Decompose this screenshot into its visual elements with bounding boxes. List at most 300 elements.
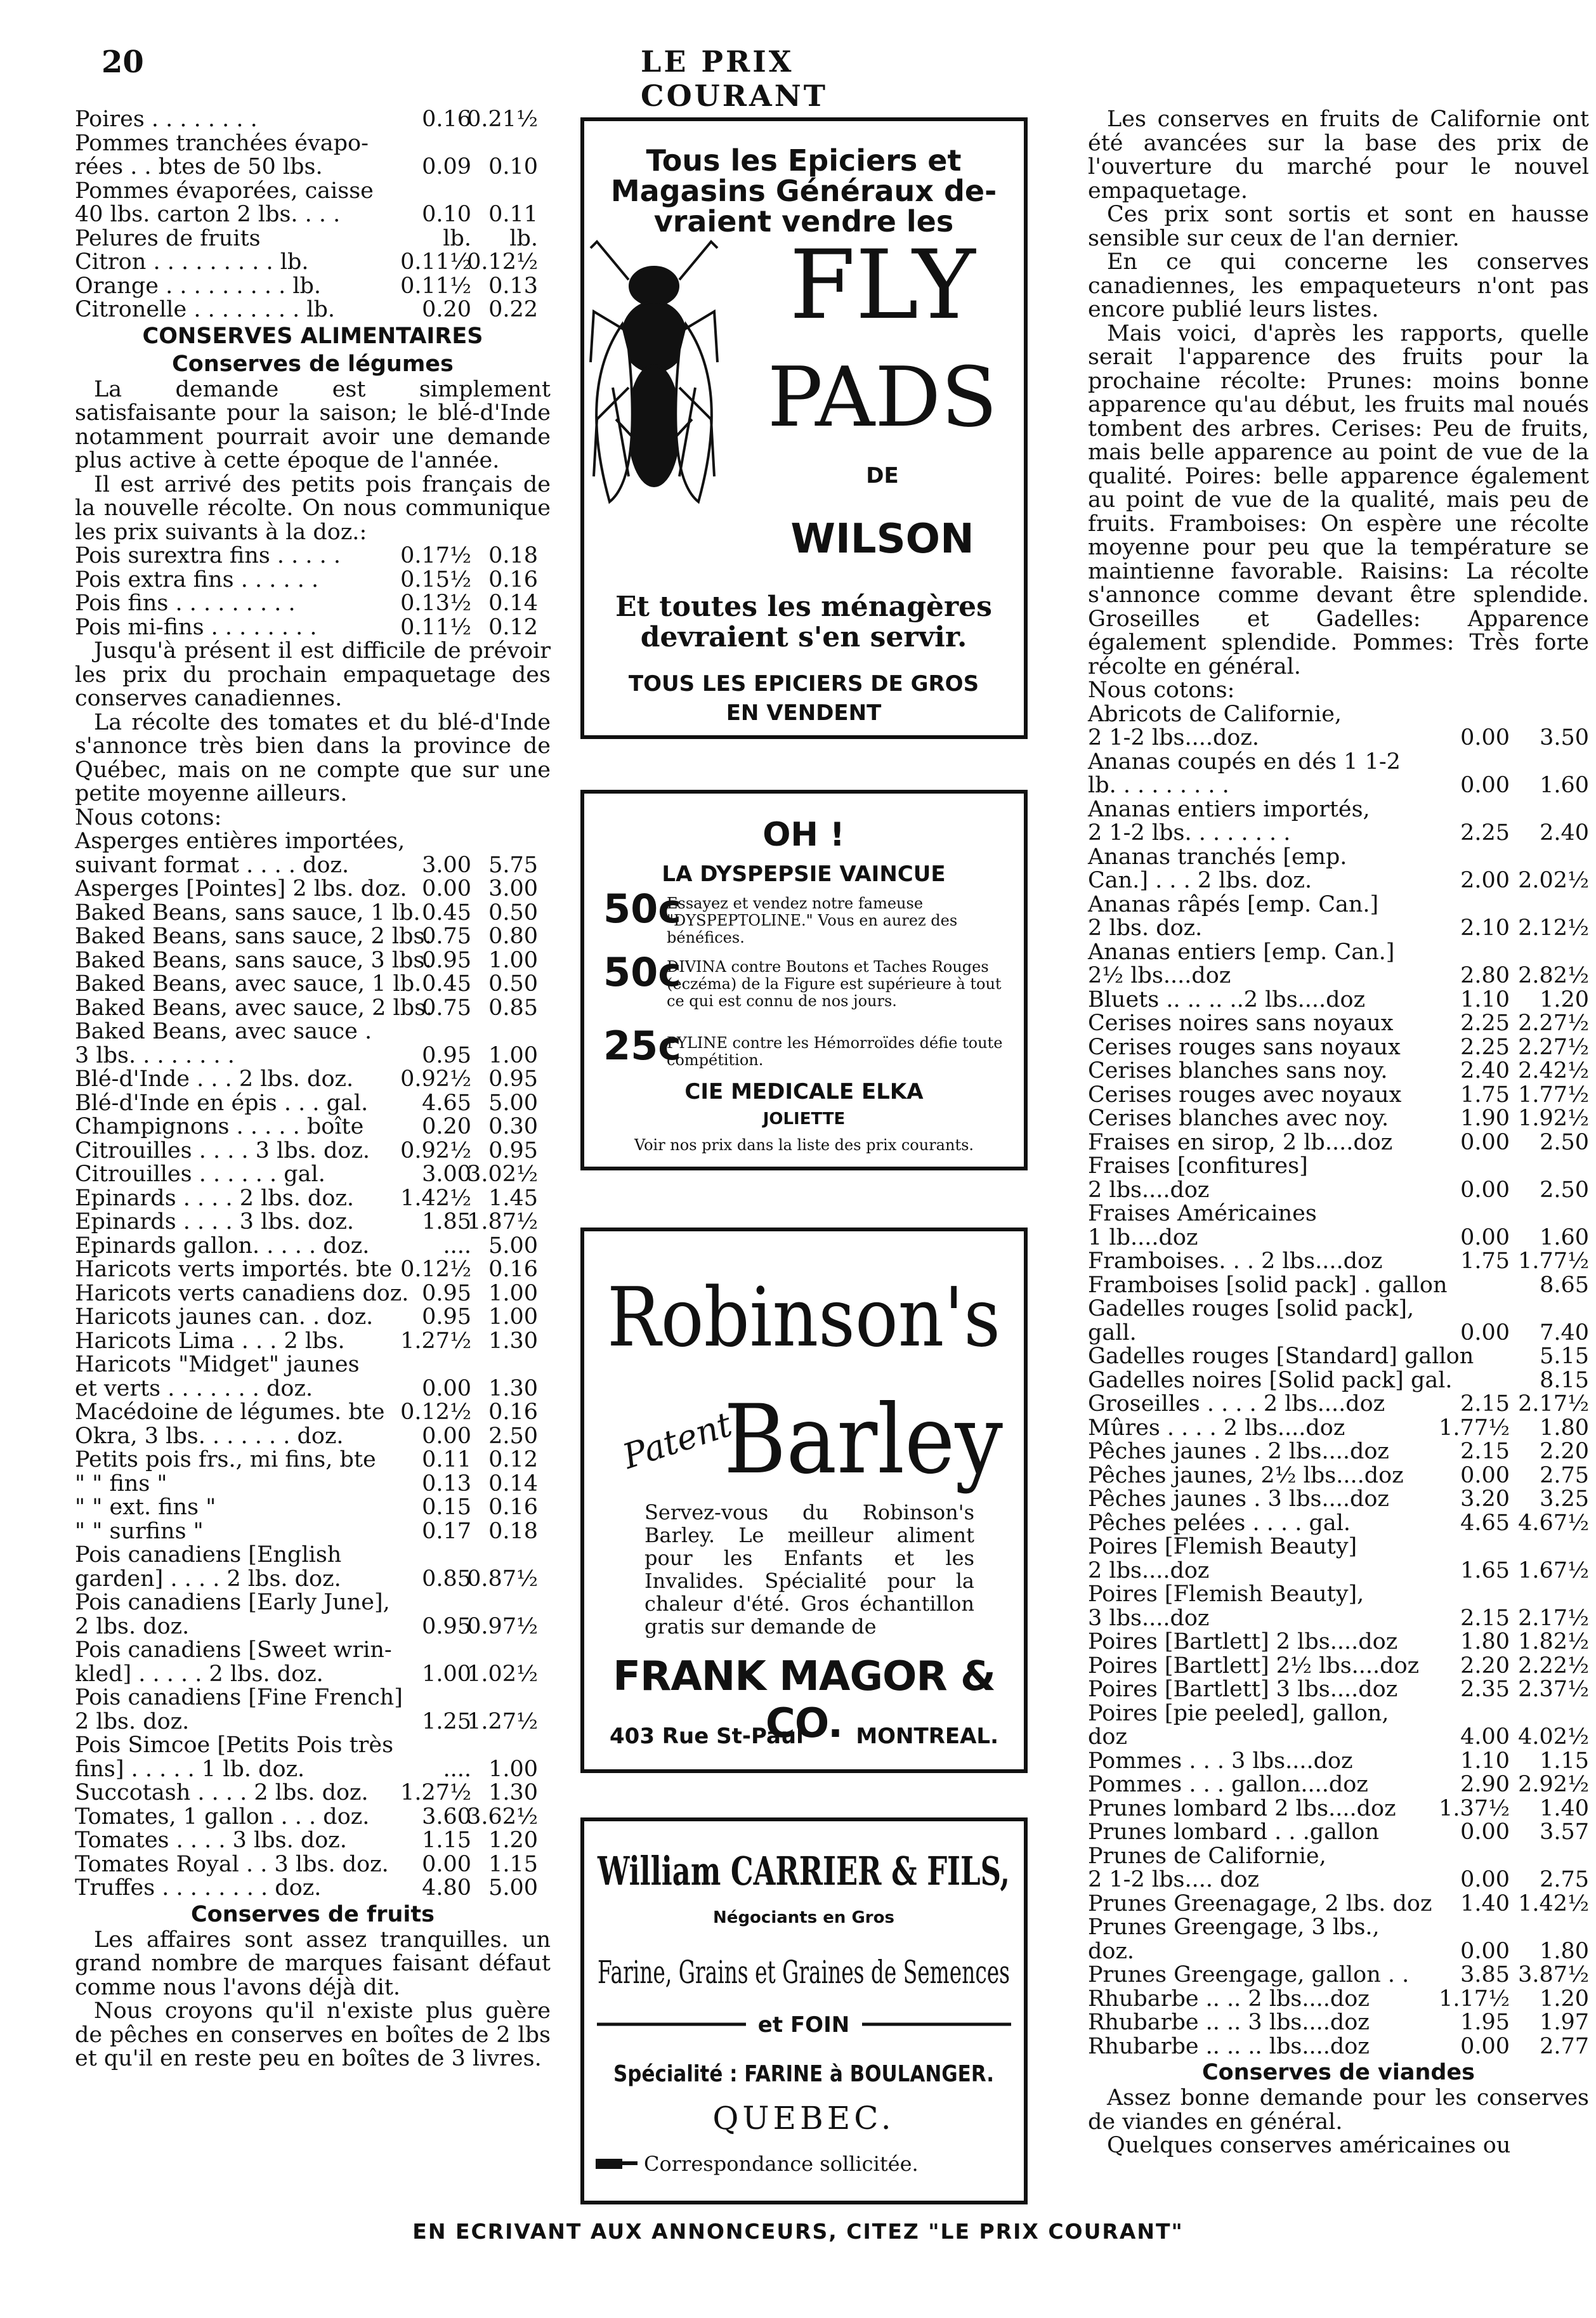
price-row [1088,1392,1589,1417]
paragraph: La demande est simplement satisfaisante pour la saison; le blé-d'Inde notamment pourrait avoir une demande plus active à cette époque de l'année. [75,376,551,473]
fly-illustration [591,242,717,502]
price-low: 1.27½ [400,1328,471,1354]
price-low: 0.20 [422,297,471,322]
section-heading: CONSERVES ALIMENTAIRES [142,323,483,349]
price-low: .... [443,1233,471,1259]
price-row [1088,1488,1589,1512]
item-name: Fraises en sirop, 2 lb....doz [1088,1129,1393,1155]
item-name: Pêches jaunes . 3 lbs....doz [1088,1486,1389,1512]
price-row [75,1210,551,1234]
price-high: 1.15 [488,1851,538,1877]
paragraph: Mais voici, d'après les rapports, quelle serait l'apparence des fruits pour la prochaine récolte: Prunes: moins bonne apparence qu'au début, les fruits mal noués tombent des arbres. Cerises: Peu de fruits, mais belle apparence au point de vue de la qualité. Poires: belle apparence également au point de vue de la qualité, mais peu de fruits. Framboises: On espère une récolte moyenne pour peu que la température se maintienne favorable. Raisins: La récolte s'annonce comme devant être splendide. Groseilles et Gadelles: Apparence également splendide. Pommes: Très forte récolte en général. [1088,320,1589,679]
price-high: 1.80 [1540,1938,1589,1964]
item-name: Can.] . . . 2 lbs. doz. [1088,868,1312,893]
price-high: 2.20 [1540,1439,1589,1464]
price-high: lb. [509,225,538,251]
price-row [75,616,551,640]
price-high: 2.22½ [1518,1653,1589,1679]
item-name: 2 lbs....doz [1088,1177,1210,1203]
price-row [1088,1131,1589,1155]
price-row [75,806,551,830]
price-high: 0.10 [488,154,538,180]
price-row [75,997,551,1021]
price-high: 0.14 [488,591,538,616]
price-row [75,830,551,854]
price-row [1088,1654,1589,1679]
item-name: Pois Simcoe [Petits Pois très [75,1732,394,1758]
price-row [1088,1107,1589,1131]
price-low: 3.00 [422,1162,471,1187]
robinson-patent: Patent [618,1404,737,1477]
price-high: 1.30 [488,1780,538,1805]
price-row [75,1115,551,1139]
price-low: 0.95 [422,1042,471,1068]
price-low: 0.45 [422,971,471,997]
item-name: suivant format . . . . doz. [75,852,350,878]
item-name: 3 lbs....doz [1088,1605,1210,1631]
item-name: Rhubarbe .. .. 3 lbs....doz [1088,2010,1370,2035]
item-name: Pommes évaporées, caisse [75,178,374,204]
price-high: 2.42½ [1518,1058,1589,1084]
fly-ad-brand1: FLY [789,230,976,341]
price-high: 0.50 [488,971,538,997]
price-row [1088,1084,1589,1108]
item-name: Poires [Bartlett] 2 lbs....doz [1088,1629,1398,1654]
price-low: 0.95 [422,1280,471,1306]
item-name: doz. [1088,1938,1135,1964]
price-row [1088,1940,1589,1964]
paragraph: La récolte des tomates et du blé-d'Inde s'annonce très bien dans la province de Québec, mais on ne compte que sur une petite moyenne ailleurs. [75,709,551,806]
price-low: 0.15 [422,1495,471,1520]
price-high: 0.30 [488,1114,538,1139]
price-high: 3.87½ [1518,1962,1589,1987]
price-row [75,1853,551,1877]
price-high: 0.18 [488,1518,538,1544]
price-row [1088,1012,1589,1036]
price-high: 1.60 [1540,1224,1589,1250]
fly-ad-tag1: Et toutes les ménagères [615,591,992,623]
price-high: 0.12 [488,614,538,640]
price-low: 0.13 [422,1470,471,1496]
item-name: Ananas entiers importés, [1088,796,1370,822]
price-row [1088,1059,1589,1084]
price-high: 3.25 [1540,1486,1589,1512]
item-name: Prunes de Californie, [1088,1843,1326,1869]
price-row [75,544,551,568]
item-name: Nous cotons: [1088,678,1235,703]
item-name: Champignons . . . . . boîte [75,1114,364,1139]
price-high: 2.82½ [1518,963,1589,988]
price-row [75,1425,551,1449]
carrier-city: QUEBEC. [712,2100,895,2137]
price-low: 3.20 [1460,1486,1510,1512]
item-name: Pêches jaunes, 2½ lbs....doz [1088,1462,1404,1488]
price-row [1088,798,1589,822]
robinson-product: Barley [724,1385,1004,1495]
price-high: 1.20 [1540,1986,1589,2012]
item-name: 2 1-2 lbs....doz. [1088,725,1259,750]
fly-ad-foot2: EN VENDENT [726,700,882,726]
robinson-body: Servez-vous du Robinson's Barley. Le meilleur aliment pour les Enfants et les Invalides. Spécialité pour la chaleur d'été. Gros échantillon gratis sur demande de [644,1500,974,1639]
price-low: 0.12½ [400,1399,471,1425]
item-name: " " fins " [75,1470,167,1496]
price-low: 0.13½ [400,591,471,616]
price-high: 2.77 [1540,2033,1589,2059]
price-low: 1.90 [1460,1106,1510,1131]
item-name: Petits pois frs., mi fins, bte [75,1447,376,1472]
price-low: 0.11½ [400,614,471,640]
price-row [1088,1559,1589,1583]
price-row [75,1330,551,1354]
price-high: 1.00 [488,947,538,973]
price-low: 1.25 [422,1708,471,1734]
price-row [1088,1725,1589,1750]
price-row [75,1306,551,1330]
carrier-sub: Négociants en Gros [713,1908,894,1927]
paragraph: Les affaires sont assez tranquilles. un grand nombre de marques faisant défaut comme nous l'avons déjà dit. [75,1927,551,2000]
price-high: 1.77½ [1518,1082,1589,1108]
item-name: 3 lbs. . . . . . . . [75,1042,235,1068]
price-row [75,155,551,180]
price-high: 0.21½ [467,107,538,132]
price-row [1088,1797,1589,1821]
item-name: Pommes . . . 3 lbs....doz [1088,1748,1353,1774]
item-name: Rhubarbe .. .. 2 lbs....doz [1088,1986,1370,2012]
price-high: 0.11 [488,202,538,227]
price-high: 1.97 [1540,2010,1589,2035]
price-high: 3.57 [1540,1819,1589,1845]
price-row [1088,1250,1589,1274]
price-high: 0.95 [488,1137,538,1163]
price-high: 1.00 [488,1304,538,1330]
price-row [1088,1750,1589,1774]
price-row [75,1377,551,1401]
price-row [75,180,551,204]
item-name: Nous cotons: [75,804,222,830]
paragraph: Les conserves en fruits de Californie ont été avancées sur la base des prix de l'ouverture du marché pour le nouvel empaquetage. [1088,107,1589,204]
price-row [75,1829,551,1853]
price-row [75,1639,551,1663]
price-row [1088,917,1589,941]
price-row [1088,1916,1589,1940]
fly-ad-de: DE [866,463,899,488]
price-low: 1.17½ [1439,1986,1510,2012]
price-high: 2.17½ [1518,1391,1589,1417]
price-row [1088,1821,1589,1845]
item-name: Truffes . . . . . . . . doz. [75,1875,322,1901]
item-name: doz [1088,1724,1127,1750]
price-low: 2.35 [1460,1677,1510,1702]
robinson-company: FRANK MAGOR & CO. [613,1653,995,1747]
price-low: 0.00 [422,1851,471,1877]
item-name: Poires [Flemish Beauty] [1088,1534,1357,1559]
fly-ad-maker: WILSON [790,516,974,563]
price-row [1088,1155,1589,1179]
price-low: 2.20 [1460,1653,1510,1679]
elka-item-text: PYLINE contre les Hémorroïdes défie toute compétition. [667,1034,1003,1069]
price-row [1088,1630,1589,1654]
price-low: 1.10 [1460,1748,1510,1774]
price-row [1088,1036,1589,1060]
paragraph: Assez bonne demande pour les conserves de viandes en général. [1088,2085,1589,2135]
price-low: 0.00 [1460,1319,1510,1346]
price-high: 2.02½ [1518,868,1589,893]
price-low: 1.15 [422,1828,471,1853]
price-row [75,901,551,926]
item-name: Poires [pie peeled], gallon, [1088,1700,1389,1726]
item-name: Poires . . . . . . . . [75,107,258,132]
price-row [1088,2035,1589,2059]
price-low: 0.95 [422,1304,471,1330]
item-name: Pois fins . . . . . . . . . [75,591,296,616]
price-low: 0.20 [422,1114,471,1139]
item-name: Asperges [Pointes] 2 lbs. doz. [75,876,407,901]
item-name: 2 lbs. doz. [75,1613,190,1639]
elka-item [603,1023,1009,1085]
price-row [75,1686,551,1710]
price-high: 2.37½ [1518,1677,1589,1702]
price-low: 0.00 [1460,725,1510,750]
paragraph: Il est arrivé des petits pois français de la nouvelle récolte. On nous communique les prix suivants à la doz.: [75,471,551,545]
right-column [1088,108,1589,2158]
price-row [75,1615,551,1639]
price-high: 1.00 [488,1756,538,1782]
item-name: Cerises blanches sans noy. [1088,1058,1388,1084]
price-low: 0.11½ [400,273,471,299]
price-high: 2.17½ [1518,1605,1589,1631]
price-low: 3.00 [422,852,471,878]
item-name: 2 lbs. doz. [75,1708,190,1734]
price-low: 2.00 [1460,868,1510,893]
price-low: 0.85 [422,1566,471,1592]
pointing-hand-icon [596,2159,638,2169]
price-high: 0.95 [488,1066,538,1092]
item-name: " " surfins " [75,1518,204,1544]
robinson-barley-ad [580,1228,1028,1773]
price-low: 0.15½ [400,566,471,593]
price-high: 1.15 [1540,1748,1589,1774]
price-high: 1.20 [1540,986,1589,1012]
price-row [1088,2011,1589,2035]
price-high: 5.00 [488,1090,538,1116]
price-row [1088,1535,1589,1559]
price-low: 0.00 [1460,773,1510,798]
price-row [75,925,551,949]
price-row [75,298,551,322]
price-row [75,1805,551,1830]
fly-ad-tag2: devraient s'en servir. [640,621,967,653]
price-row [1088,1963,1589,1987]
item-name: Pois extra fins . . . . . . [75,566,319,593]
price-low: 0.00 [1460,1938,1510,1964]
item-name: lb. . . . . . . . . [1088,773,1229,798]
price-row [1088,774,1589,798]
price-high: 1.00 [488,1042,538,1068]
item-name: gall. [1088,1319,1137,1346]
price-low: 0.92½ [400,1066,471,1092]
item-name: Citron . . . . . . . . . lb. [75,249,309,275]
item-name: Blé-d'Inde . . . 2 lbs. doz. [75,1066,354,1092]
price-low: 2.80 [1460,963,1510,988]
price-high: 2.75 [1540,1462,1589,1488]
price-low: 0.45 [422,900,471,926]
item-name: 2 lbs. doz. [1088,915,1203,941]
price-row [75,1543,551,1568]
item-name: et verts . . . . . . . doz. [75,1375,313,1401]
price-low: 2.15 [1460,1439,1510,1464]
price-high: 1.27½ [467,1708,538,1734]
price-low: 0.00 [422,876,471,901]
item-name: Haricots verts canadiens doz. [75,1280,409,1306]
item-name: Fraises [confitures] [1088,1153,1308,1179]
item-name: Tomates Royal . . 3 lbs. doz. [75,1851,389,1877]
price-row [75,1781,551,1805]
price-high: 3.00 [488,876,538,901]
price-high: 2.92½ [1518,1772,1589,1797]
price-row [75,1020,551,1044]
price-row [75,1663,551,1687]
fly-ad-line3: vraient vendre les [653,204,954,239]
price-high: 0.97½ [467,1613,538,1639]
item-name: Cerises blanches avec noy. [1088,1106,1389,1131]
item-name: Prunes lombard . . .gallon [1088,1819,1380,1845]
price-row [1088,941,1589,965]
item-name: 2½ lbs....doz [1088,963,1231,988]
elka-city: JOLIETTE [762,1110,846,1129]
item-name: Tomates, 1 gallon . . . doz. [75,1804,370,1830]
price-row [75,1234,551,1259]
price-row [1088,1440,1589,1464]
price-row [75,1139,551,1163]
paragraph: En ce qui concerne les conserves canadiennes, les empaqueteurs n'ont pas encore publié leurs listes. [1088,249,1589,322]
item-name: kled] . . . . . 2 lbs. doz. [75,1661,324,1687]
price-high: 8.65 [1540,1272,1589,1298]
item-name: 2 1-2 lbs. . . . . . . . [1088,820,1291,846]
price-low: 2.25 [1460,820,1510,846]
price-high: 1.92½ [1518,1106,1589,1131]
item-name: Pêches pelées . . . . gal. [1088,1510,1351,1536]
price-high: 0.18 [488,543,538,568]
item-name: Citrouilles . . . . 3 lbs. doz. [75,1137,370,1163]
item-name: Pommes tranchées évapo- [75,130,369,156]
price-row [75,1353,551,1377]
price-row [1088,1892,1589,1916]
elka-company: CIE MEDICALE ELKA [684,1079,924,1104]
price-low: 0.00 [1460,1462,1510,1488]
price-low: 3.60 [422,1804,471,1830]
item-name: Pois surextra fins . . . . . [75,543,341,568]
price-high: 0.80 [488,924,538,949]
price-row [75,1068,551,1092]
item-name: Haricots verts importés. bte [75,1257,393,1282]
item-name: Cerises rouges sans noyaux [1088,1034,1401,1060]
price-row [1088,988,1589,1012]
price-high: 1.77½ [1518,1248,1589,1274]
item-name: Orange . . . . . . . . . lb. [75,273,322,299]
price-high: 0.16 [488,1257,538,1282]
price-high: 0.16 [488,1495,538,1520]
price-low: 4.65 [422,1090,471,1116]
price-low: 0.00 [422,1423,471,1449]
price-high: 0.50 [488,900,538,926]
price-row [75,227,551,251]
carrier-ad [580,1817,1028,2204]
price-row [1088,1702,1589,1726]
price-row [1088,1297,1589,1321]
item-name: Haricots jaunes can. . doz. [75,1304,374,1330]
item-name: Pois mi-fins . . . . . . . . [75,614,317,640]
price-row [75,203,551,227]
item-name: Gadelles noires [Solid pack] gal. [1088,1367,1453,1393]
price-high: 1.82½ [1518,1629,1589,1654]
price-high: 0.14 [488,1470,538,1496]
price-low: 0.95 [422,1613,471,1639]
item-name: Poires [Bartlett] 2½ lbs....doz [1088,1653,1420,1679]
price-row [1088,893,1589,917]
carrier-company: William CARRIER & FILS, [597,1848,1010,1894]
price-row [1088,964,1589,988]
fly-ad-brand2: PADS [767,349,998,445]
price-low: 0.00 [1460,1819,1510,1845]
price-row [75,949,551,973]
price-high: 2.50 [1540,1129,1589,1155]
elka-item-price: 50c [603,949,682,995]
price-row [75,1734,551,1758]
price-row [75,1758,551,1782]
price-row [75,1448,551,1472]
price-high: 2.12½ [1518,915,1589,941]
price-low: 4.80 [422,1875,471,1901]
price-row [1088,1464,1589,1488]
price-low: 0.00 [1460,1177,1510,1203]
price-row [75,1401,551,1425]
price-row [75,1282,551,1306]
price-row [1088,1773,1589,1797]
price-high: 3.62½ [467,1804,538,1830]
price-row [75,1591,551,1615]
robinson-address: 403 Rue St-Paul [610,1724,804,1749]
price-low: 0.95 [422,947,471,973]
price-row [75,1520,551,1544]
item-name: Succotash . . . . 2 lbs. doz. [75,1780,369,1805]
price-row [1088,869,1589,893]
item-name: Pois canadiens [Early June], [75,1590,390,1615]
item-name: 40 lbs. carton 2 lbs. . . . [75,202,341,227]
item-name: Pêches jaunes . 2 lbs....doz [1088,1439,1389,1464]
item-name: Prunes lombard 2 lbs....doz [1088,1795,1396,1821]
price-low: 0.11 [422,1447,471,1472]
price-low: 0.17 [422,1518,471,1544]
price-high: 0.85 [488,995,538,1021]
item-name: Epinards gallon. . . . . doz. [75,1233,370,1259]
price-low: 1.65 [1460,1557,1510,1583]
price-low: 1.85 [422,1209,471,1234]
price-row [1088,750,1589,775]
price-high: 1.42½ [1518,1890,1589,1916]
carrier-line: Farine, Grains et Graines de Semences [598,1954,1010,1991]
price-high: 5.00 [488,1875,538,1901]
paragraph: Jusqu'à présent il est difficile de prévoir les prix du prochain empaquetage des conserves canadiennes. [75,638,551,711]
price-row [1088,1179,1589,1203]
price-high: 1.00 [488,1280,538,1306]
item-name: Abricots de Californie, [1088,701,1342,727]
price-high: 2.27½ [1518,1011,1589,1036]
item-name: Rhubarbe .. .. .. lbs....doz [1088,2033,1370,2059]
item-name: Baked Beans, avec sauce, 2 lbs. [75,995,433,1021]
price-low: .... [443,1756,471,1782]
item-name: Okra, 3 lbs. . . . . . . doz. [75,1423,344,1449]
carrier-foin: et FOIN [757,2012,850,2038]
